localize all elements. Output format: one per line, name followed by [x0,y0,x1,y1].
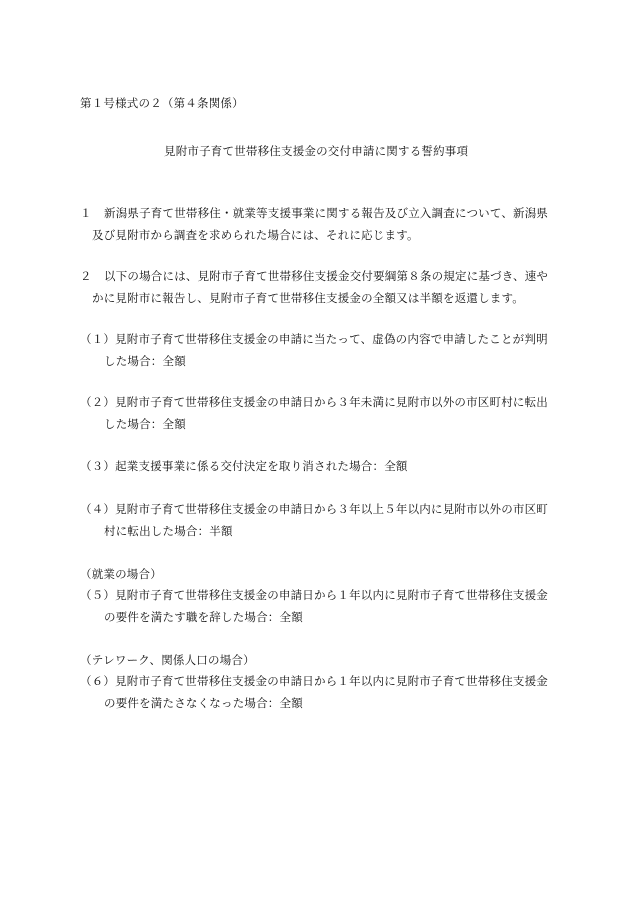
pledge-item-number: ２ [80,269,92,283]
case-item-3 [80,455,560,477]
case-number: （５） [80,588,116,602]
case-number: （３） [80,459,116,473]
case-number: （２） [80,395,116,409]
case-number: （４） [80,502,116,516]
case-text-line2: した場合：全額 [104,354,186,368]
pledge-item-number: １ [80,206,92,220]
case-text-line2: した場合：全額 [104,417,186,431]
pledge-item-text-line2: かに見附市に報告し、見附市子育て世帯移住支援金の全額又は半額を返還します。 [92,291,524,305]
pledge-item-2 [80,265,560,309]
case-text-line2: の要件を満たす職を辞した場合：全額 [104,610,303,624]
case-item-2 [80,391,560,435]
case-text-line2: の要件を満たさなくなった場合：全額 [104,696,303,710]
subhead-employment: （就業の場合） [80,567,162,581]
case-item-4 [80,498,560,542]
pledge-item-1 [80,202,560,246]
case-number: （６） [80,674,116,688]
pledge-item-text-line1: 新潟県子育て世帯移住・就業等支援事業に関する報告及び立入調査について、新潟県 [104,206,549,220]
case-item-1 [80,328,560,372]
case-number: （１） [80,332,116,346]
pledge-item-text-line1: 以下の場合には、見附市子育て世帯移住支援金交付要綱第８条の規定に基づき、速や [104,269,549,283]
pledge-item-text-line2: 及び見附市から調査を求められた場合には、それに応じます。 [92,228,419,242]
document-title: 見附市子育て世帯移住支援金の交付申請に関する誓約事項 [164,144,469,158]
case-text-line1: 見附市子育て世帯移住支援金の申請日から１年以内に見附市子育て世帯移住支援金 [115,588,549,602]
subhead-telework: （テレワーク、関係人口の場合） [80,653,255,667]
case-item-5 [80,584,560,628]
case-text-line1: 見附市子育て世帯移住支援金の申請に当たって、虚偽の内容で申請したことが判明 [115,332,548,346]
case-text-line1: 見附市子育て世帯移住支援金の申請日から３年未満に見附市以外の市区町村に転出 [115,395,549,409]
case-text-line1: 見附市子育て世帯移住支援金の申請日から３年以上５年以内に見附市以外の市区町 [115,502,549,516]
case-text-line1: 見附市子育て世帯移住支援金の申請日から１年以内に見附市子育て世帯移住支援金 [115,674,549,688]
form-number-label: 第１号様式の２（第４条関係） [80,96,244,110]
case-text-line2: 村に転出した場合：半額 [104,524,233,538]
case-item-6 [80,670,560,714]
case-text-line1: 起業支援事業に係る交付決定を取り消された場合：全額 [115,459,408,473]
